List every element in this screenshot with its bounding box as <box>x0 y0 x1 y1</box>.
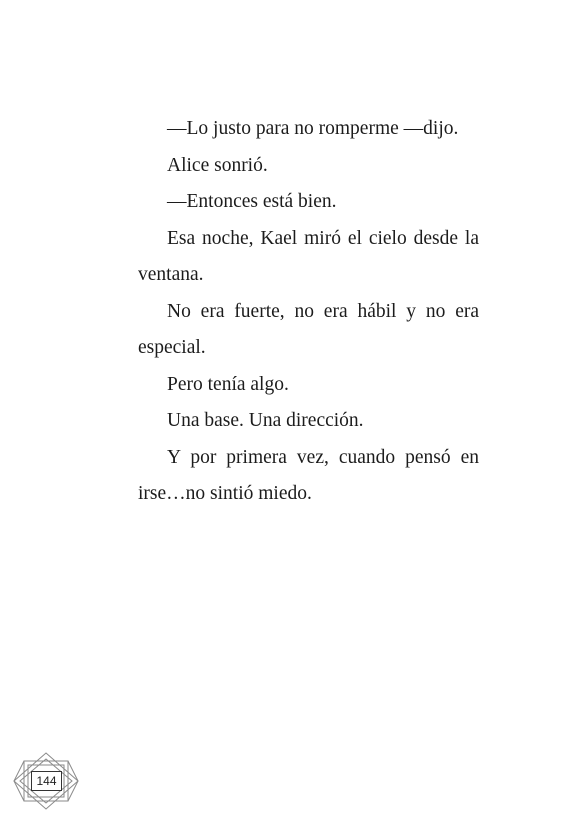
paragraph-7: Una base. Una dirección. <box>167 410 364 431</box>
paragraph-8: Y por primera vez, cuando pensó en irse…no sintió miedo. <box>138 446 479 504</box>
paragraph-2: Alice sonrió. <box>167 154 268 176</box>
paragraph-5: No era fuerte, no era hábil y no era especial. <box>138 300 479 358</box>
paragraph-3: —Entonces está bien. <box>167 191 337 212</box>
body-text <box>138 111 479 513</box>
paragraph-4: Esa noche, Kael miró el cielo desde la ventana. <box>138 227 479 285</box>
page-number: 144 <box>31 771 62 791</box>
paragraph-1: —Lo justo para no romperme —dijo. <box>167 118 459 139</box>
paragraph-6: Pero tenía algo. <box>167 373 289 395</box>
